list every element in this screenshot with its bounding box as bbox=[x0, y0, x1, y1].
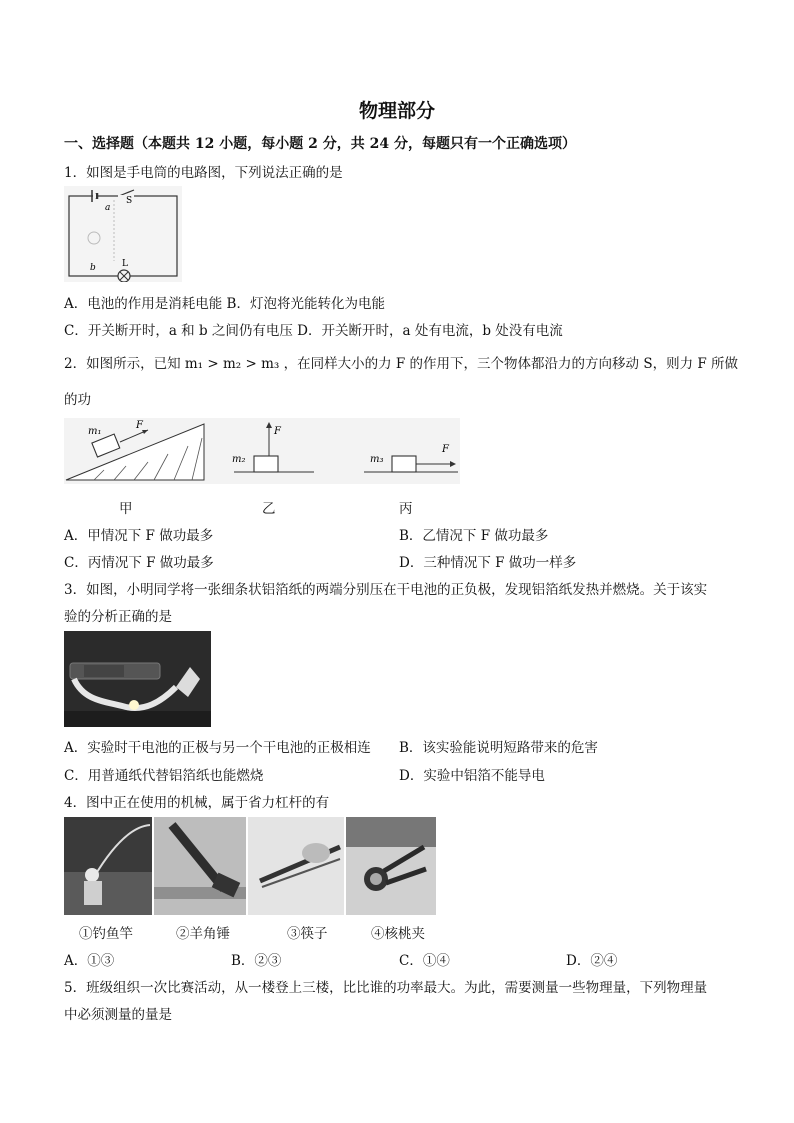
q4-option-d: D．②④ bbox=[566, 953, 618, 969]
q4-lever-photos bbox=[64, 817, 436, 915]
q4-option-c: C．①④ bbox=[399, 953, 450, 969]
q3-battery-foil-photo bbox=[64, 631, 211, 727]
chopsticks-photo bbox=[248, 817, 344, 915]
q2-label-m1: m₁ bbox=[88, 426, 102, 437]
section-heading: 一、选择题（本题共 12 小题，每小题 2 分，共 24 分，每题只有一个正确选项） bbox=[64, 136, 576, 152]
q2-label-f2: F bbox=[274, 426, 281, 437]
q2-option-c: C．丙情况下 F 做功最多 bbox=[64, 555, 214, 571]
claw-hammer-photo bbox=[154, 817, 246, 915]
page-title: 物理部分 bbox=[358, 100, 435, 122]
q5-stem-line-2: 中必须测量的量是 bbox=[64, 1007, 172, 1023]
q2-label-f3: F bbox=[442, 444, 449, 455]
q1-circuit-diagram bbox=[64, 186, 182, 282]
q3-option-c: C．用普通纸代替铝箔纸也能燃烧 bbox=[64, 768, 264, 784]
q2-label-m3: m₃ bbox=[370, 454, 384, 465]
q4-option-a: A．①③ bbox=[64, 953, 115, 969]
q2-option-d: D．三种情况下 F 做功一样多 bbox=[399, 555, 577, 571]
q2-stem-line-2: 的功 bbox=[64, 392, 91, 408]
q3-stem-line-2: 验的分析正确的是 bbox=[64, 609, 172, 625]
q3-option-a: A．实验时干电池的正极与另一个干电池的正极相连 bbox=[64, 740, 371, 756]
q1-label-b: b bbox=[90, 263, 96, 273]
q2-option-a: A．甲情况下 F 做功最多 bbox=[64, 528, 214, 544]
nutcracker-photo bbox=[346, 817, 436, 915]
q4-caption-4: ④核桃夹 bbox=[371, 926, 425, 942]
q4-option-b: B．②③ bbox=[231, 953, 282, 969]
q1-option-line-1: A．电池的作用是消耗电能 B．灯泡将光能转化为电能 bbox=[64, 296, 385, 312]
q3-option-d: D．实验中铝箔不能导电 bbox=[399, 768, 545, 784]
q5-stem-line-1: 5．班级组织一次比赛活动，从一楼登上三楼，比比谁的功率最大。为此，需要测量一些物理量，下列物理量 bbox=[64, 980, 708, 996]
q1-label-l: L bbox=[122, 259, 128, 269]
q4-caption-1: ①钓鱼竿 bbox=[79, 926, 133, 942]
q4-stem: 4．图中正在使用的机械，属于省力杠杆的有 bbox=[64, 795, 330, 811]
q2-force-diagrams bbox=[64, 418, 460, 484]
q2-caption-yi: 乙 bbox=[262, 501, 276, 517]
q2-caption-jia: 甲 bbox=[119, 501, 133, 517]
q3-option-b: B．该实验能说明短路带来的危害 bbox=[399, 740, 598, 756]
q4-caption-3: ③筷子 bbox=[287, 926, 328, 942]
q1-label-s: S bbox=[126, 196, 133, 206]
q2-label-f1: F bbox=[136, 420, 143, 431]
q1-stem: 1．如图是手电筒的电路图，下列说法正确的是 bbox=[64, 165, 343, 181]
q1-label-a: a bbox=[105, 203, 111, 213]
fishing-rod-photo bbox=[64, 817, 152, 915]
q3-stem-line-1: 3．如图，小明同学将一张细条状铝箔纸的两端分别压在干电池的正负极，发现铝箔纸发热并燃烧。关于该实 bbox=[64, 582, 708, 598]
q4-caption-2: ②羊角锤 bbox=[176, 926, 230, 942]
q2-caption-bing: 丙 bbox=[399, 501, 413, 517]
q1-option-line-2: C．开关断开时，a 和 b 之间仍有电压 D．开关断开时，a 处有电流，b 处没有电流 bbox=[64, 323, 563, 339]
q2-option-b: B．乙情况下 F 做功最多 bbox=[399, 528, 549, 544]
q2-label-m2: m₂ bbox=[232, 454, 246, 465]
q2-stem-line-1: 2．如图所示，已知 m₁ > m₂ > m₃ ，在同样大小的力 F 的作用下，三个物体都沿力的方向移动 S，则力 F 所做 bbox=[64, 356, 739, 372]
